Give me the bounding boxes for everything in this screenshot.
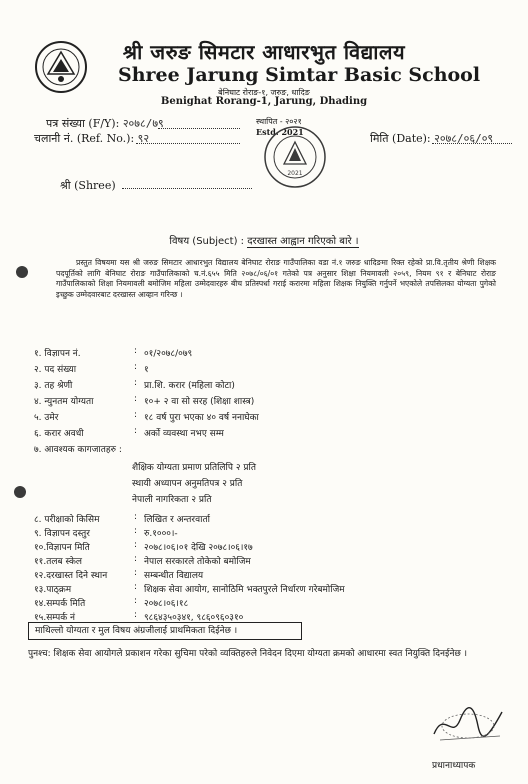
detail-colon: : [134, 410, 138, 420]
punch-hole-bottom [14, 486, 26, 498]
required-document: स्थायी अध्यापन अनुमतिपत्र २ प्रति [132, 479, 243, 489]
fiscal-year-line [46, 116, 164, 131]
detail-value: २०७८।०६।१८ [144, 599, 189, 609]
detail-label: १२.दरखास्त दिने स्थान [34, 571, 108, 581]
detail-value: १०+ २ वा सो सरह (शिक्षा शास्त्र) [144, 397, 255, 407]
detail-value: प्रा.शि. करार (महिला कोटा) [144, 381, 235, 391]
stamp-year: 2021 [287, 170, 303, 177]
detail-colon: : [134, 378, 138, 388]
detail-value: ०१/२०७८/०७९ [144, 349, 193, 359]
detail-colon: : [134, 526, 138, 536]
detail-label: १४.सम्पर्क मिति [34, 599, 86, 609]
detail-label: ८. परीक्षाको किसिम [34, 515, 100, 525]
shree-dotline [122, 188, 252, 189]
fiscal-year-value: २०७८/७९ [122, 117, 164, 130]
priority-notice-box: माथिल्लो योग्यता र मुल विषय अंग्रजीलाई प्राथमिकता दिईनेछ । [28, 622, 302, 640]
date-label: मिति (Date): [370, 132, 431, 145]
detail-value: १ [144, 365, 149, 375]
estd-english: Estd. 2021 [256, 127, 304, 137]
detail-label: ९. विज्ञापन दस्तुर [34, 529, 90, 539]
detail-value: शिक्षक सेवा आयोग, सानोठिमि भक्तपुरले निर्धारण गरेबमोजिम [144, 585, 345, 595]
detail-label: १. विज्ञापन नं. [34, 349, 81, 359]
detail-label: १३.पाठ्क्रम [34, 585, 72, 595]
required-document: नेपाली नागरिकता २ प्रति [132, 495, 212, 505]
school-name-english: Shree Jarung Simtar Basic School [118, 64, 481, 86]
detail-value: २०७८।०६।०१ देखि २०७८।०६।१७ [144, 543, 253, 553]
principal-title: प्रधानाध्यापक [432, 761, 476, 771]
detail-label: १०.विज्ञापन मिति [34, 543, 90, 553]
detail-label: ११.तलब स्केल [34, 557, 82, 567]
ref-no-line [34, 131, 149, 146]
subject-text: दरखास्त आह्वान गरिएको बारे । [247, 236, 359, 247]
detail-label: २. पद संख्या [34, 365, 77, 375]
detail-label: ७. आवश्यक कागजातहरु : [34, 445, 122, 455]
detail-colon: : [134, 568, 138, 578]
detail-label: ५. उमेर [34, 413, 59, 423]
punch-hole-top [16, 266, 28, 278]
estd-nepali: स्थापित - २०२१ [256, 117, 302, 126]
address-english: Benighat Rorang-1, Jarung, Dhading [160, 96, 368, 107]
date-dotline [432, 143, 512, 144]
principal-signature-icon [430, 700, 506, 744]
detail-colon: : [134, 394, 138, 404]
body-paragraph: प्रस्तुत विषयमा यस श्री जरुङ सिमटार आधारभुत विद्यालय बेनिघाट रोराङ गाउँपालिका वडा नं.१ जरुङ धादिङमा रिक्त रहेको प्रा.वि.तृतीय श्रेणी शिक्षक पदपूर्तिको लागि बेनिघाट रोराङ गाउँपालिकाको च.नं.६५५ मिति २०७८/०६/०१ गतेको पत्र अनुसार शिक्षा नियमावली २०५९, नियम ९१ र बेनिघाट रोराङ गाउँपालिकाको शिक्षा नियमावली बमोजिम महिला उम्मेदवारहरु बीच प्रतिस्पर्धा गराई करारमा महिला शिक्षक नियुक्ति गर्नुपर्ने भएकोले तपसिलका योग्यता पुगेको इच्छुक उम्मेदवारबाट दरखास्त आव्हान गरिन्छ । [56, 258, 496, 299]
shree-label: श्री (Shree) [60, 179, 116, 192]
detail-colon: : [134, 346, 138, 356]
detail-label: १५.सम्पर्क नं [34, 613, 76, 623]
subject-line [0, 233, 528, 247]
detail-label: ४. न्युनतम योग्यता [34, 397, 94, 407]
detail-colon: : [134, 512, 138, 522]
detail-colon: : [134, 596, 138, 606]
school-name-nepali: श्री जरुङ सिमटार आधारभुत विद्यालय [122, 40, 406, 64]
detail-colon: : [134, 610, 138, 620]
subject-label: विषय (Subject) : [169, 236, 245, 247]
fiscal-year-label: पत्र संख्या (F/Y): [46, 117, 120, 130]
ref-no-dotline [136, 143, 240, 144]
detail-value: रु.१०००।- [144, 529, 178, 539]
detail-value: सम्बन्धीत विद्यालय [144, 571, 204, 581]
detail-colon: : [134, 540, 138, 550]
required-document: शैक्षिक योग्यता प्रमाण प्रतिलिपि २ प्रति [132, 463, 256, 473]
detail-value: १८ वर्ष पुरा भएका ४० वर्ष ननाघेका [144, 413, 259, 423]
postscript: पुनश्च: शिक्षक सेवा आयोगले प्रकाशन गरेका सुचिमा परेको व्यक्तिहरुले निवेदन दिएमा योग्यता क्रमको आधारमा स्वत नियुक्ति दिनईनेछ । [28, 649, 468, 659]
detail-value: लिखित र अन्तरवार्ता [144, 515, 210, 525]
detail-colon: : [134, 554, 138, 564]
address-nepali: बेनिघाट रोराङ-१, जरुङ, धादिङ [218, 88, 310, 97]
date-value: २०७८/०६/०९ [434, 132, 494, 145]
detail-value: अर्को व्यवस्था नभए सम्म [144, 429, 224, 439]
ref-no-label: चलानी नं. (Ref. No.): [34, 132, 135, 145]
detail-label: ३. तह श्रेणी [34, 381, 73, 391]
fiscal-year-dotline [158, 128, 240, 129]
school-stamp-icon [262, 124, 328, 190]
detail-value: नेपाल सरकारले तोकेको बमोजिम [144, 557, 251, 567]
detail-colon: : [134, 362, 138, 372]
detail-label: ६. करार अवधी [34, 429, 84, 439]
detail-colon: : [134, 426, 138, 436]
detail-colon: : [134, 582, 138, 592]
detail-value: ९८६४३५०३४१, ९८६०९६०३१० [144, 613, 244, 623]
ref-no-value: ९२ [137, 132, 150, 145]
